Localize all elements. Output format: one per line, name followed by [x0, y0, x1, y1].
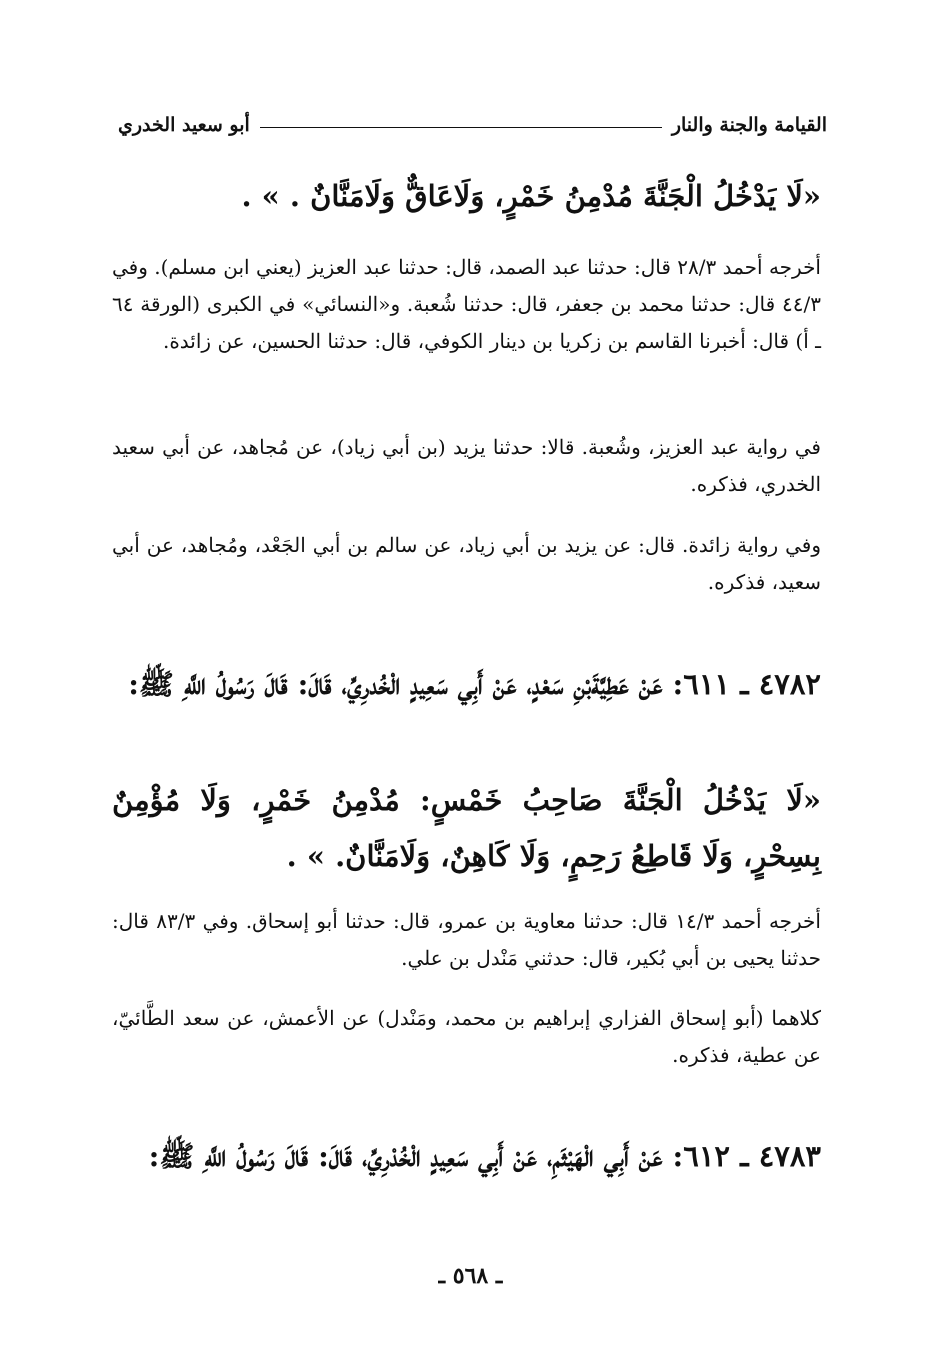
header-section-title: أبو سعيد الخدري: [118, 113, 250, 136]
page-number: ـ ٥٦٨ ـ: [438, 1263, 503, 1289]
running-header: [118, 110, 827, 140]
takhrij-note: أخرجه أحمد ١٤/٣ قال: حدثنا معاوية بن عمرو، قال: حدثنا أبو إسحاق. وفي ٨٣/٣ قال: حدثنا يحيى بن أبي بُكير، قال: حدثني مَنْدل بن علي.: [112, 909, 821, 970]
isnad-note: وفي رواية زائدة. قال: عن يزيد بن أبي زياد، عن سالم بن أبي الجَعْد، ومُجاهد، عن أبي سعيد، فذكره.: [112, 533, 821, 594]
isnad-note: كلاهما (أبو إسحاق الفزاري إبراهيم بن محمد، ومَنْدل) عن الأعمش، عن سعد الطَّائيّ، عن عطية، فذكره.: [112, 1006, 821, 1067]
hadith-text: «لَا يَدْخُلُ الْجَنَّةَ مُدْمِنُ خَمْرٍ، وَلَاعَاقٌّ وَلَامَنَّانٌ . » .: [241, 179, 821, 213]
isnad-note: في رواية عبد العزيز، وشُعبة. قالا: حدثنا يزيد (بن أبي زياد)، عن مُجاهد، عن أبي سعيد الخدري، فذكره.: [112, 435, 821, 496]
header-chapter-title: القيامة والجنة والنار: [671, 113, 827, 136]
hadith-heading: ٤٧٨٣ ـ ٦١٢: عَنْ أَبِي الْهَيْثَمِ، عَنْ أَبِي سَعِيدٍ الْخُدْرِيِّ، قَالَ: قَالَ رَسُولُ اللَّهِ ﷺ:: [148, 1139, 821, 1173]
hadith-text: «لَا يَدْخُلُ الْجَنَّةَ صَاحِبُ خَمْسٍ: مُدْمِنُ خَمْرٍ، وَلَا مُؤْمِنٌ بِسِحْرٍ، وَلَا قَاطِعُ رَحِمٍ، وَلَا كَاهِنٌ، وَلَامَنَّانٌ. » .: [112, 783, 821, 873]
hadith-heading: ٤٧٨٢ ـ ٦١١: عَنْ عَطِيَّةَبْنِ سَعْدٍ، عَنْ أَبِي سَعِيدٍ الْخُدرِيِّ، قَالَ: قَالَ رَسُولُ اللَّهِ ﷺ:: [128, 667, 821, 701]
header-rule: [260, 127, 662, 128]
takhrij-note: أخرجه أحمد ٢٨/٣ قال: حدثنا عبد الصمد، قال: حدثنا عبد العزيز (يعني ابن مسلم). وفي ٤٤/٣ قال: حدثنا محمد بن جعفر، قال: حدثنا شُعبة. و«النسائي» في الكبرى (الورقة ٦٤ ـ أ) قال: أخبرنا القاسم بن زكريا بن دينار الكوفي، قال: حدثنا الحسين، عن زائدة.: [112, 255, 821, 353]
